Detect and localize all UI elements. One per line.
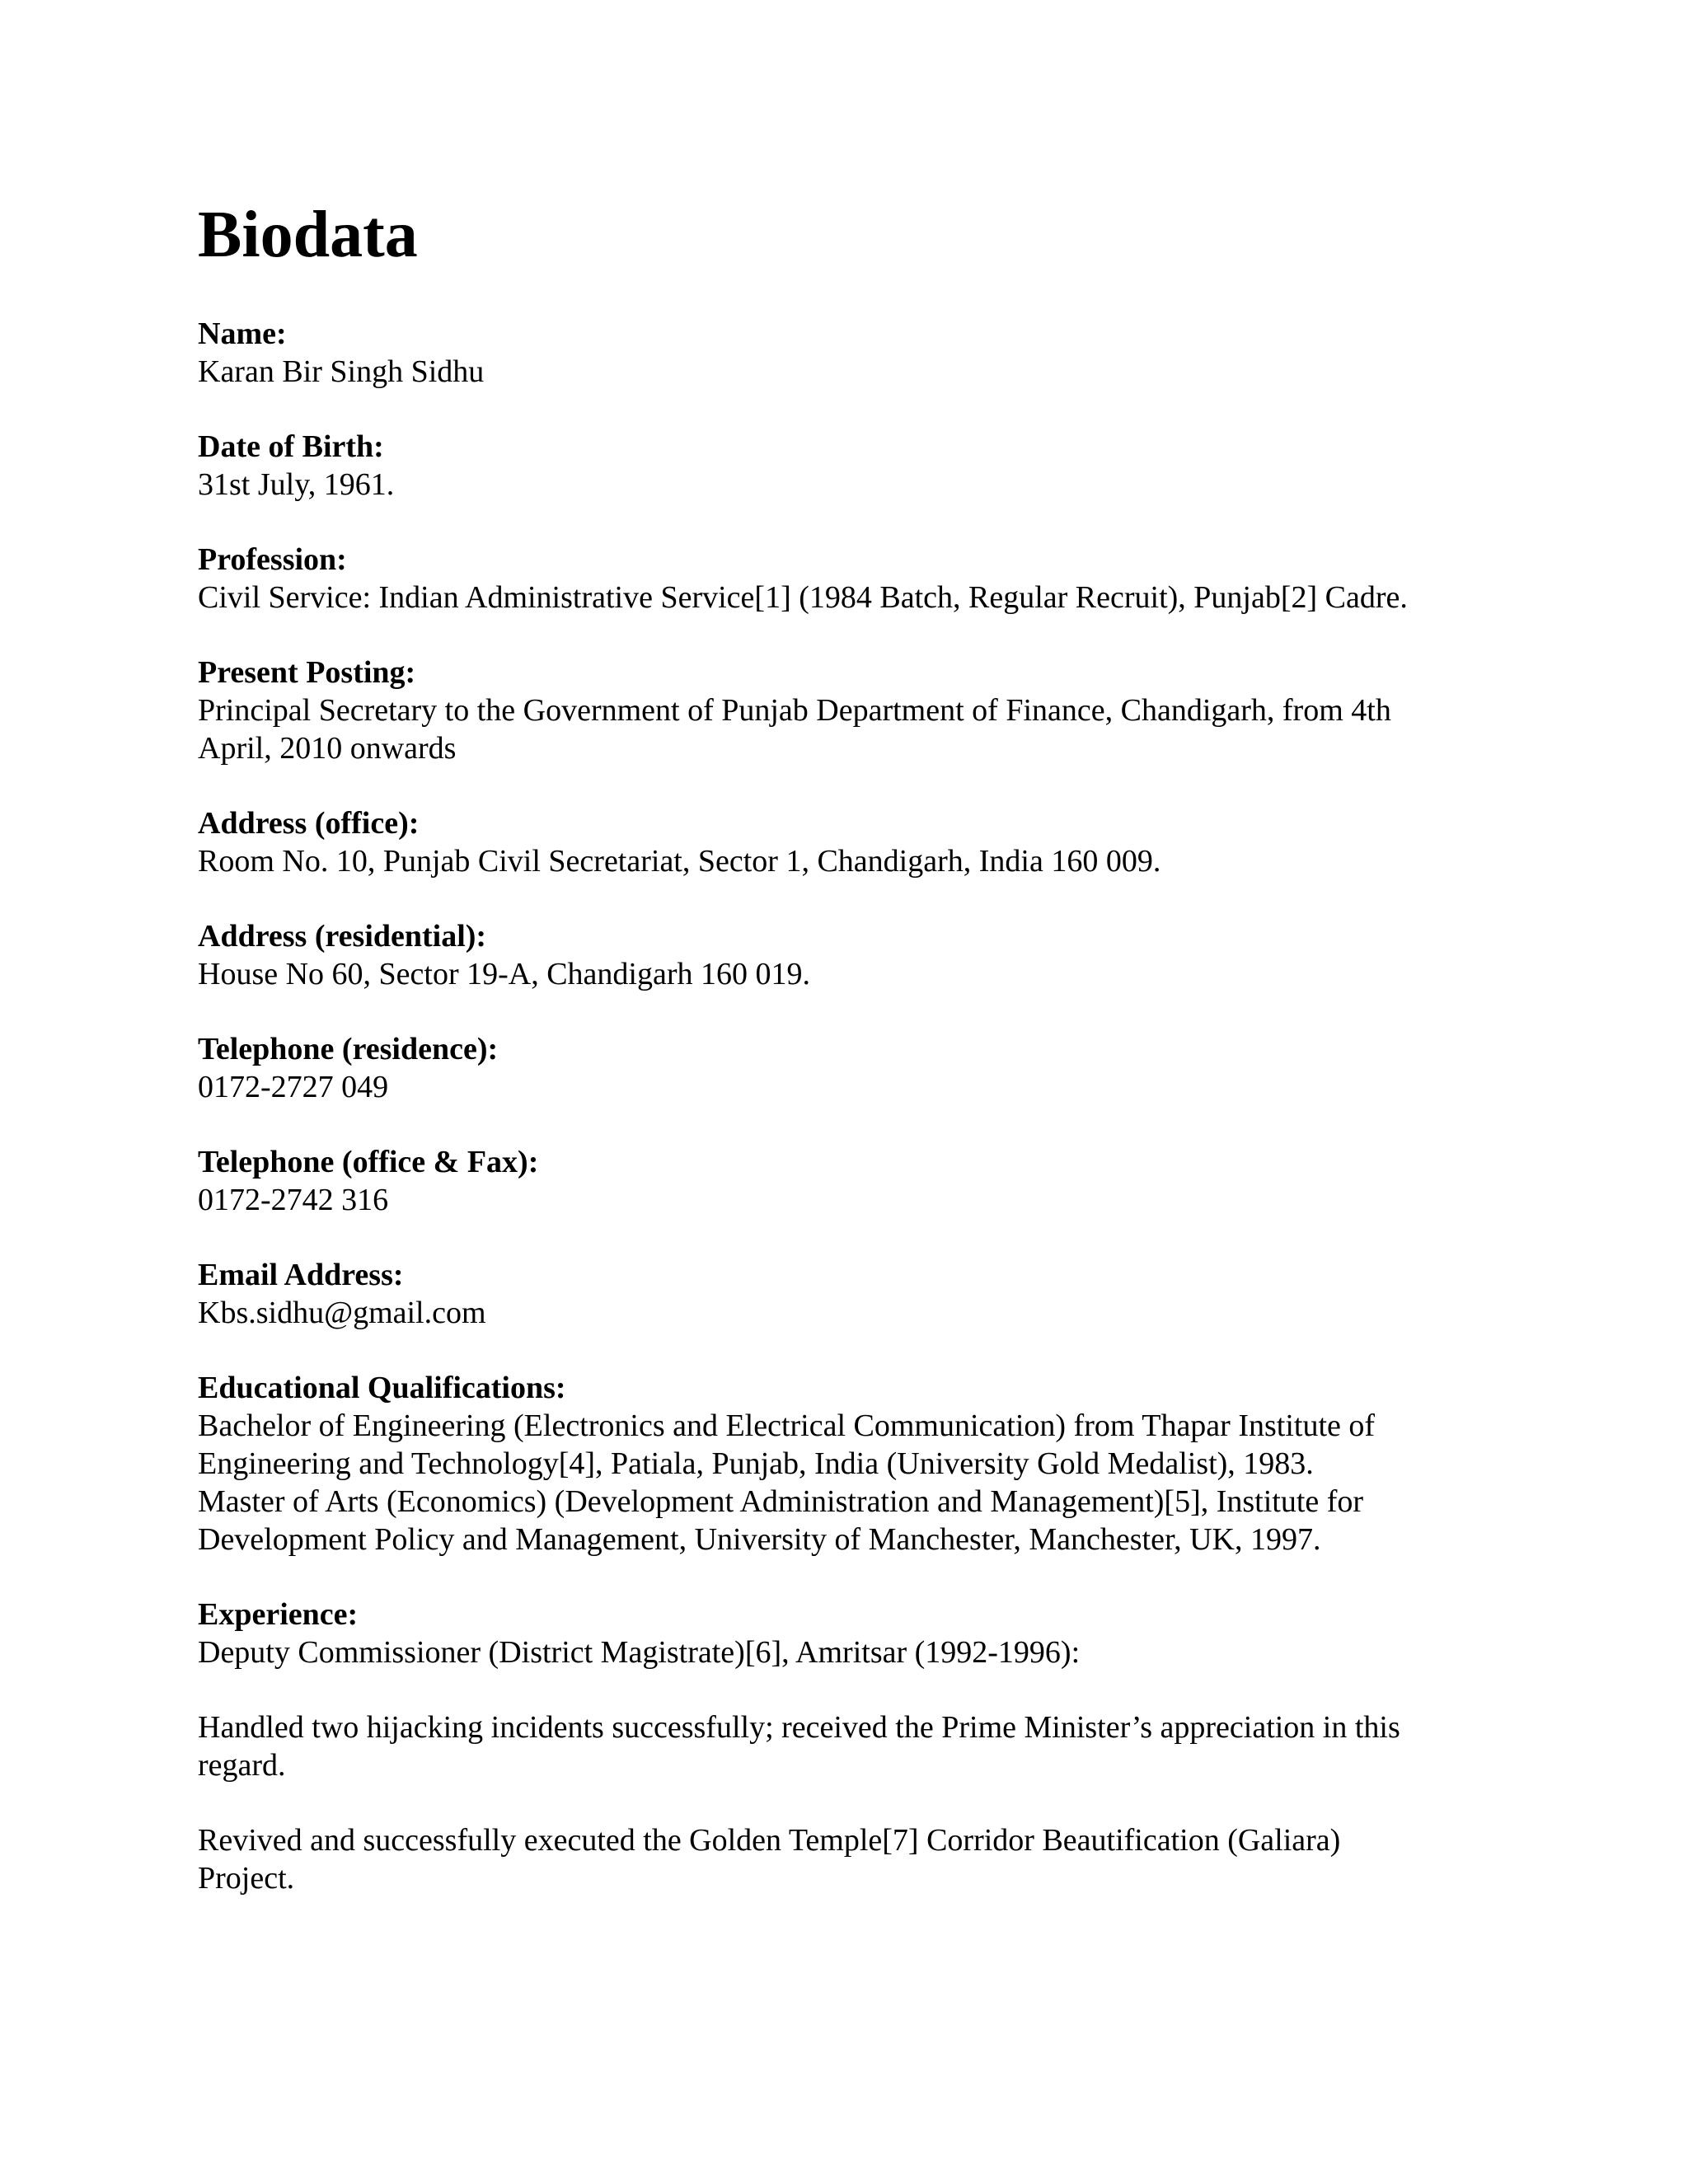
paragraph-line: regard. <box>198 1748 286 1783</box>
experience-paragraph <box>198 1821 1517 1897</box>
field-label: Telephone (residence): <box>198 1032 499 1066</box>
field-present-posting <box>198 654 1517 767</box>
field-label: Present Posting: <box>198 655 416 690</box>
field-educational-qualifications <box>198 1369 1517 1558</box>
field-value-line: Principal Secretary to the Government of Punjab Department of Finance, Chandigarh, from 4th <box>198 693 1391 728</box>
field-value: 0172-2742 316 <box>198 1183 389 1217</box>
field-value: Room No. 10, Punjab Civil Secretariat, Sector 1, Chandigarh, India 160 009. <box>198 844 1161 879</box>
paragraph-line: Revived and successfully executed the Golden Temple[7] Corridor Beautification (Galiara) <box>198 1823 1341 1858</box>
paragraph-line: Handled two hijacking incidents successfully; received the Prime Minister’s appreciation in this <box>198 1710 1400 1745</box>
field-label: Telephone (office & Fax): <box>198 1145 539 1179</box>
field-value: 0172-2727 049 <box>198 1070 389 1104</box>
field-label: Profession: <box>198 542 347 577</box>
field-label: Address (residential): <box>198 919 487 954</box>
field-telephone-office <box>198 1143 1517 1219</box>
field-date-of-birth <box>198 428 1517 504</box>
experience-paragraph <box>198 1708 1517 1784</box>
field-address-office <box>198 804 1517 880</box>
field-label: Email Address: <box>198 1258 404 1292</box>
field-value: House No 60, Sector 19-A, Chandigarh 160 019. <box>198 957 811 991</box>
field-value: 31st July, 1961. <box>198 467 395 502</box>
field-value-line: April, 2010 onwards <box>198 731 457 766</box>
field-label: Date of Birth: <box>198 429 384 464</box>
field-label: Educational Qualifications: <box>198 1371 566 1405</box>
field-value-line: Development Policy and Management, University of Manchester, Manchester, UK, 1997. <box>198 1522 1321 1557</box>
field-profession <box>198 541 1517 616</box>
paragraph-line: Project. <box>198 1861 295 1896</box>
field-value: Civil Service: Indian Administrative Service[1] (1984 Batch, Regular Recruit), Punjab[2] Cadre. <box>198 580 1408 615</box>
field-address-residential <box>198 917 1517 993</box>
email-value: Kbs.sidhu@gmail.com <box>198 1296 486 1330</box>
field-value: Karan Bir Singh Sidhu <box>198 354 485 389</box>
field-label: Name: <box>198 316 287 351</box>
experience-heading: Deputy Commissioner (District Magistrate)[6], Amritsar (1992-1996): <box>198 1635 1081 1670</box>
field-value-line: Master of Arts (Economics) (Development Administration and Management)[5], Institute for <box>198 1484 1364 1519</box>
field-telephone-residence <box>198 1030 1517 1106</box>
document-page <box>198 198 1517 1934</box>
field-email <box>198 1256 1517 1332</box>
field-label: Address (office): <box>198 806 420 841</box>
field-label: Experience: <box>198 1597 359 1632</box>
field-value-line: Engineering and Technology[4], Patiala, Punjab, India (University Gold Medalist), 1983. <box>198 1446 1314 1481</box>
field-value-line: Bachelor of Engineering (Electronics and Electrical Communication) from Thapar Institute of <box>198 1408 1376 1443</box>
field-experience <box>198 1596 1517 1671</box>
field-name <box>198 315 1517 391</box>
page-title: Biodata <box>198 199 418 271</box>
